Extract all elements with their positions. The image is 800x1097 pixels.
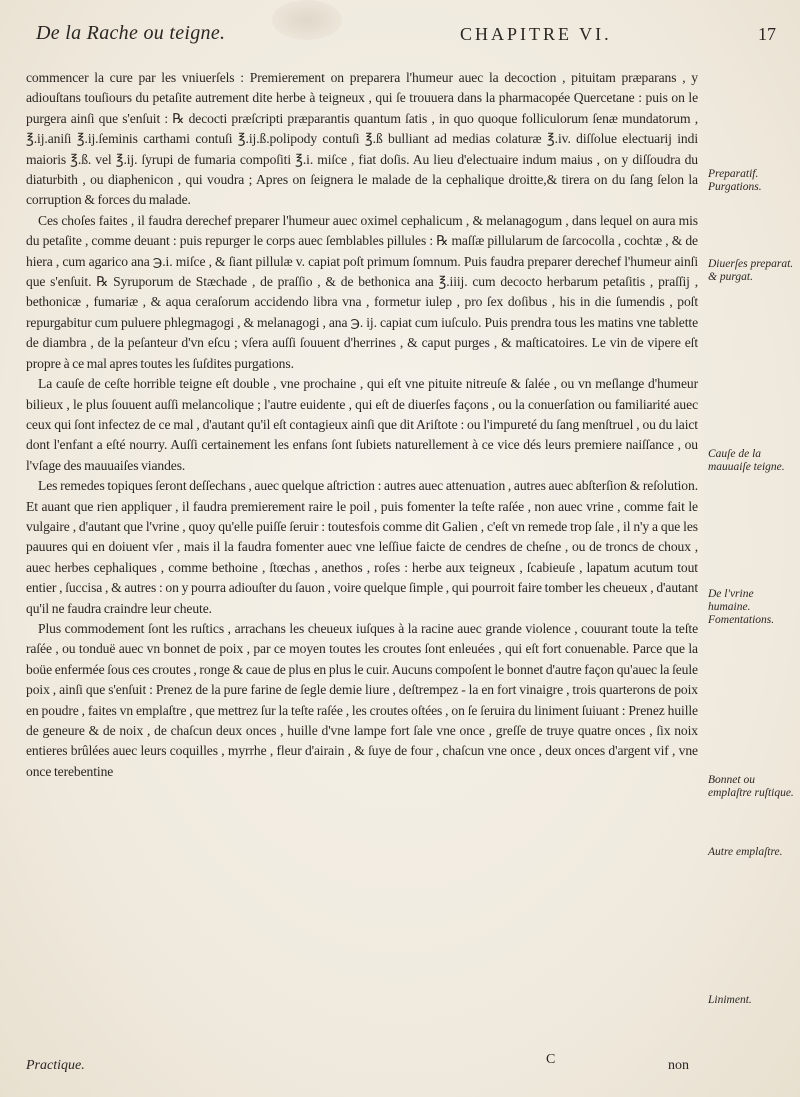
margin-note: Diuerſes preparat. & purgat. — [708, 258, 794, 283]
catchword-right: non — [668, 1058, 689, 1073]
main-text — [26, 68, 698, 782]
page-footer — [26, 1052, 766, 1082]
chapter-heading: CHAPITRE VI. — [460, 24, 612, 44]
paragraph: La cauſe de ceſte horrible teigne eſt double , vne prochaine , qui eſt vne pituite nitreuſe & ſalée , ou vn meſlange d'humeur bilieux , le plus ſouuent auſſi melancolique ; l'autre euidente , qui eſt de diuerſes façons , ou la conuerſation ou familiarité auec ceux qui ſont infectez de ce mal , d'autant qu'il eſt contagieux ainſi que dit Ariſtote : ou l'impureté du ſang menſtruel , ou du laict dont l'enfant a eſté nourry. Auſſi certainement les enfans ſont ſubiets naturellement à ce vice dés leurs premiere naiſſance , ou l'vſage des mauuaiſes viandes. — [26, 376, 698, 473]
margin-note: Bonnet ou emplaſtre ruſtique. — [708, 774, 794, 799]
margin-note: Liniment. — [708, 994, 752, 1006]
running-head — [36, 22, 776, 54]
catchword-left: Practique. — [26, 1058, 85, 1073]
margin-notes — [708, 0, 796, 1097]
margin-note: Autre emplaſtre. — [708, 846, 783, 858]
paragraph: Plus commodement ſont les ruſtics , arrachans les cheueux iuſques à la racine auec grande violence , couurant toute la teſte raſée , ou tonduë auec vn bonnet de poix , par ce moyen toutes les croutes ſont enleuées , qui eſt fort conuenable. Parce que la boüe enfermée ſous ces croutes , ronge & caue de plus en plus le cuir. Aucuns compoſent le bonnet d'autre façon qu'auec la ſeule poix , ainſi que s'enſuit : Prenez de la pure farine de ſegle demie liure , deſtrempez - la en fort vinaigre , trois quarterons de poix en poudre , faites vn emplaſtre , que mettrez ſur la teſte raſée , les croutes oſtées , on ſe ſeruira du liniment ſuiuant : Prenez huille de geneure & de noix , de chaſcun deux onces , huille d'vne lampe fort ſale vne once , greſſe de truye quatre onces , ſix noix entieres brûlées auec leurs coquilles , myrrhe , fleur d'airain , & ſuye de four , chaſcun vne once , deux onces d'argent vif , vne once terebentine — [26, 620, 698, 779]
paragraph: commencer la cure par les vniuerſels : Premierement on preparera l'humeur auec la decoction , pituitam præparans , y adiouſtans touſiours du petaſite autrement dite herbe à teigneux , qui ſe trouuera dans la pharmacopée Quercetane : puis on le purgera ainſi que s'enſuit : ℞ decocti præſcripti præparantis quantum ſatis , in quo quoque folliculorum ſenæ mundatorum , ℥.ij.aniſi ℥.ij.ſeminis carthami contuſi ℥.ij.ß.polipody contuſi ℥.ß bulliant ad medias colaturæ ℥.iv. diſſolue electuarij indi maioris ℥.ß. vel ℥.ij. ſyrupi de fumaria compoſiti ℥.i. miſce , fiat doſis. Au lieu d'electuaire indum maius , on y diſſoudra du diaturbith , ou diaphenicon , qui voudra ; Apres on ſeignera le malade de la cephalique droitte,& tirera on du ſang ſelon la corruption & forces du malade. — [26, 70, 698, 208]
paragraph: Ces choſes faites , il faudra derechef preparer l'humeur auec oximel cephalicum , & melanagogum , dans lequel on aura mis du petaſite , comme deuant : puis repurger le corps auec ſemblables pillules : ℞ maſſæ pillularum de ſarcocolla , cochtæ , & de hiera , cum agarico ana ℈.i. miſce , & ſiant pillulæ v. capiat poſt primum ſomnum. Puis faudra preparer derechef l'humeur ainſi que s'enſuit. ℞ Syruporum de Stæchade , de praſſio , & de bethonica ana ℥.iiij. cum decocto herbarum petaſitis , praſſij , bethonicæ , fumariæ , & aqua ceraſorum accidendo libra vna , formetur iulep , pro ſex doſibus , his in die ſumendis , poſt repurgabitur cum puluere phlegmagogi , & melanagogi , ana ℈. ij. capiat cum iuſculo. Puis prendra tous les matins vne tablette de diambra , de la peſanteur d'vn eſcu ; vſera auſſi ſouuent d'herrines , & caput purges , & maſticatoires. Le vin de vipere eſt propre à ce mal apres toutes les ſuſdites purgations. — [26, 212, 698, 371]
running-title: De la Rache ou teigne. — [36, 22, 226, 44]
signature-mark: C — [546, 1052, 556, 1067]
page-number: 17 — [758, 24, 776, 44]
margin-note: Preparatif. Purgations. — [708, 168, 762, 193]
margin-note: Cauſe de la mauuaiſe teigne. — [708, 448, 785, 473]
margin-note: De l'vrine humaine. Fomentations. — [708, 588, 775, 626]
paragraph: Les remedes topiques ſeront deſſechans , auec quelque aſtriction : autres auec attenuation , autres auec abſterſion & reſolution. Et auant que rien appliquer , il faudra premierement raire le poil , puis fomenter la teſte raſée , non auec vrine , comme fait le vulgaire , d'autant que l'vrine , quoy qu'elle puiſſe ſeruir : toutesfois comme dit Galien , c'eſt vn remede trop ſale , il n'y a que les pauures qui en doiuent vſer , mais il la faudra fomenter auec vne leſſiue faicte de cendres de cheſne , ou de troncs de choux , auec herbes cephaliques , comme bethoine , ſtœchas , anethos , roſes : herbe aux teigneux , ſcabieuſe , lapatum acutum tout entier , ſuccisa , & autres : on y pourra adiouſter du ſauon , voire quelque ſimple , qui pourroit faire tomber les cheueux , d'autant qu'il ne faudra craindre leur cheute. — [26, 478, 698, 616]
